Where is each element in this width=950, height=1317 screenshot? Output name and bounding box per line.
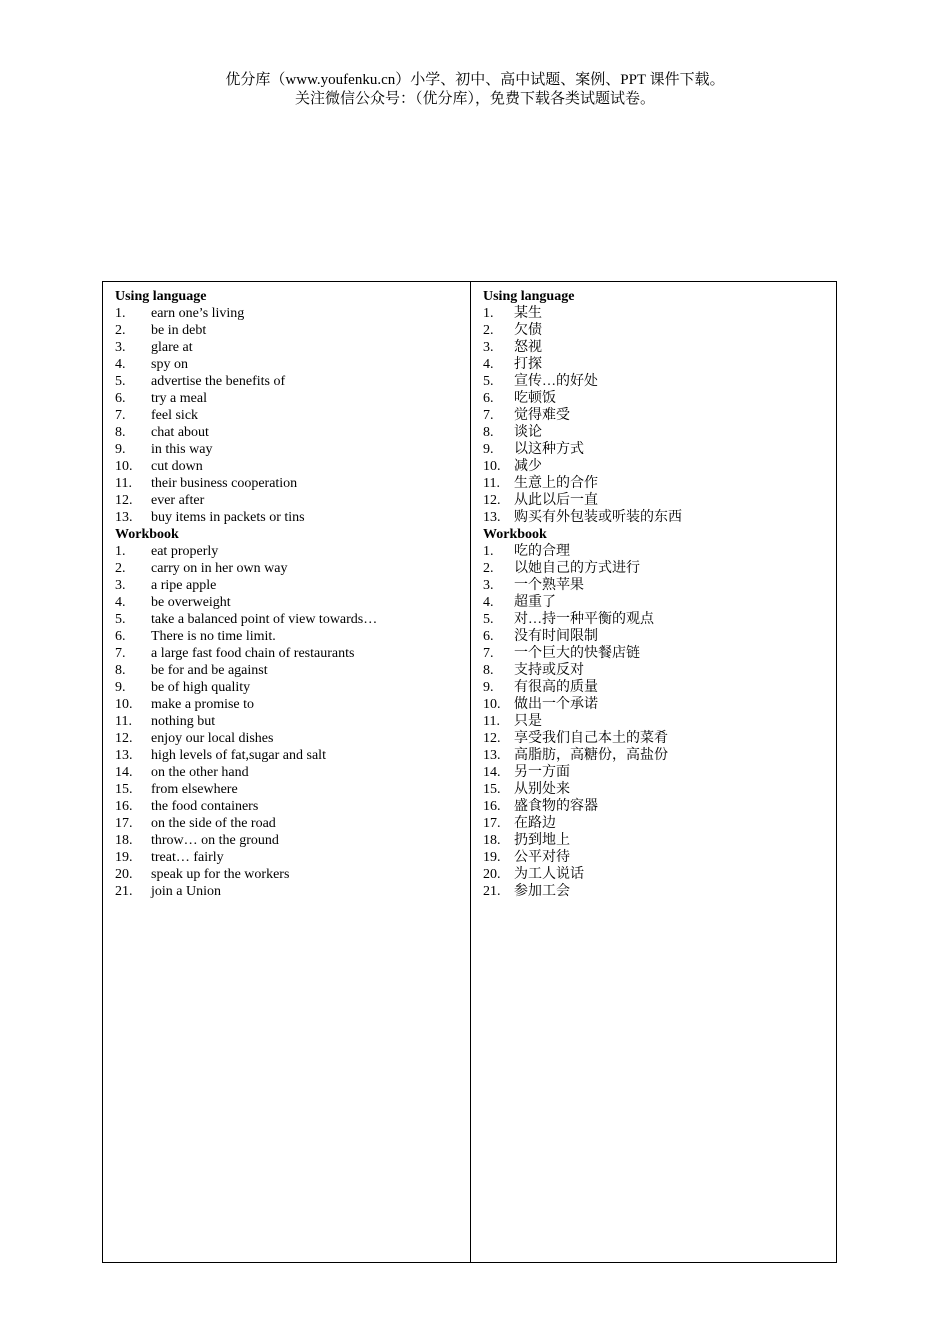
- item-text: 吃顿饭: [514, 391, 556, 406]
- item-text: buy items in packets or tins: [151, 510, 305, 525]
- item-number: 10.: [115, 697, 133, 712]
- item-text: carry on in her own way: [151, 561, 288, 576]
- item-number: 6.: [115, 391, 126, 406]
- item-number: 2.: [483, 323, 494, 338]
- list-item: [115, 458, 470, 475]
- item-text: on the other hand: [151, 765, 249, 780]
- item-text: their business cooperation: [151, 476, 298, 491]
- list-item: [115, 339, 470, 356]
- list-item: [115, 696, 470, 713]
- list-item: [483, 849, 836, 866]
- list-item: [115, 730, 470, 747]
- item-text: 盛食物的容器: [514, 799, 598, 814]
- item-text: 怒视: [514, 340, 542, 355]
- item-number: 16.: [483, 799, 501, 814]
- item-number: 17.: [115, 816, 133, 831]
- list-item: [483, 322, 836, 339]
- item-number: 2.: [115, 561, 126, 576]
- item-number: 19.: [483, 850, 501, 865]
- item-text: 宣传…的好处: [514, 374, 598, 389]
- item-number: 13.: [115, 510, 133, 525]
- item-number: 1.: [115, 306, 126, 321]
- item-number: 9.: [115, 442, 126, 457]
- item-text: on the side of the road: [151, 816, 276, 831]
- item-number: 1.: [483, 544, 494, 559]
- item-number: 7.: [115, 408, 126, 423]
- list-item: [483, 815, 836, 832]
- list-item: [483, 475, 836, 492]
- item-text: 觉得难受: [514, 408, 570, 423]
- list-item: [115, 764, 470, 781]
- item-number: 4.: [115, 595, 126, 610]
- item-text: speak up for the workers: [151, 867, 290, 882]
- chinese-using-language-list: [483, 305, 836, 526]
- list-item: [483, 509, 836, 526]
- section-title-workbook: Workbook: [115, 527, 179, 542]
- list-item: [483, 713, 836, 730]
- chinese-workbook-list: [483, 543, 836, 900]
- list-item: [115, 679, 470, 696]
- item-text: 超重了: [514, 595, 556, 610]
- item-number: 20.: [483, 867, 501, 882]
- item-number: 19.: [115, 850, 133, 865]
- item-number: 12.: [115, 731, 133, 746]
- item-text: 生意上的合作: [514, 476, 598, 491]
- item-number: 6.: [483, 629, 494, 644]
- item-number: 10.: [483, 697, 501, 712]
- list-item: [483, 730, 836, 747]
- item-number: 5.: [115, 374, 126, 389]
- list-item: [115, 798, 470, 815]
- item-number: 1.: [483, 306, 494, 321]
- item-number: 11.: [483, 714, 500, 729]
- list-item: [115, 713, 470, 730]
- list-item: [115, 594, 470, 611]
- item-number: 3.: [483, 578, 494, 593]
- item-number: 7.: [483, 646, 494, 661]
- item-text: 吃的合理: [514, 544, 570, 559]
- item-text: 公平对待: [514, 850, 570, 865]
- list-item: [483, 390, 836, 407]
- list-item: [115, 475, 470, 492]
- list-item: [115, 883, 470, 900]
- item-number: 20.: [115, 867, 133, 882]
- list-item: [115, 628, 470, 645]
- item-number: 13.: [483, 510, 501, 525]
- list-item: [483, 492, 836, 509]
- list-item: [483, 645, 836, 662]
- list-item: [115, 645, 470, 662]
- list-item: [483, 611, 836, 628]
- item-text: 另一方面: [514, 765, 570, 780]
- list-item: [483, 543, 836, 560]
- list-item: [483, 798, 836, 815]
- item-text: 对…持一种平衡的观点: [514, 612, 654, 627]
- list-item: [115, 322, 470, 339]
- item-text: 扔到地上: [514, 833, 570, 848]
- item-text: nothing but: [151, 714, 216, 729]
- page-header: [0, 71, 950, 109]
- item-number: 8.: [115, 663, 126, 678]
- list-item: [115, 781, 470, 798]
- item-text: 没有时间限制: [514, 629, 598, 644]
- item-number: 5.: [115, 612, 126, 627]
- item-number: 6.: [483, 391, 494, 406]
- item-text: There is no time limit.: [151, 629, 276, 644]
- item-text: 从此以后一直: [514, 493, 598, 508]
- item-text: feel sick: [151, 408, 199, 423]
- list-item: [115, 577, 470, 594]
- item-text: 打探: [514, 357, 542, 372]
- list-item: [115, 611, 470, 628]
- list-item: [483, 339, 836, 356]
- list-item: [115, 305, 470, 322]
- item-text: 做出一个承诺: [514, 697, 598, 712]
- item-number: 9.: [483, 442, 494, 457]
- header-line-2: 关注微信公众号：（优分库），免费下载各类试题试卷。: [294, 91, 655, 107]
- item-number: 4.: [483, 595, 494, 610]
- item-text: 购买有外包装或听装的东西: [514, 510, 682, 525]
- item-number: 21.: [115, 884, 133, 899]
- item-text: 只是: [514, 714, 542, 729]
- list-item: [115, 747, 470, 764]
- item-number: 6.: [115, 629, 126, 644]
- item-text: high levels of fat,sugar and salt: [151, 748, 326, 763]
- item-text: 一个巨大的快餐店链: [514, 646, 640, 661]
- list-item: [483, 883, 836, 900]
- item-number: 10.: [483, 459, 501, 474]
- list-item: [115, 509, 470, 526]
- item-number: 12.: [115, 493, 133, 508]
- list-item: [115, 543, 470, 560]
- list-item: [115, 849, 470, 866]
- item-text: eat properly: [151, 544, 219, 559]
- item-number: 4.: [483, 357, 494, 372]
- list-item: [483, 407, 836, 424]
- item-number: 5.: [483, 612, 494, 627]
- list-item: [483, 577, 836, 594]
- english-using-language-list: [115, 305, 470, 526]
- item-text: 参加工会: [514, 884, 570, 899]
- item-text: make a promise to: [151, 697, 255, 712]
- list-item: [115, 560, 470, 577]
- item-text: be in debt: [151, 323, 207, 338]
- list-item: [115, 662, 470, 679]
- list-item: [115, 832, 470, 849]
- list-item: [115, 815, 470, 832]
- list-item: [483, 832, 836, 849]
- item-text: from elsewhere: [151, 782, 238, 797]
- item-number: 17.: [483, 816, 501, 831]
- item-number: 21.: [483, 884, 501, 899]
- item-text: advertise the benefits of: [151, 374, 286, 389]
- list-item: [115, 356, 470, 373]
- item-text: take a balanced point of view towards…: [151, 612, 378, 627]
- list-item: [483, 662, 836, 679]
- item-number: 8.: [115, 425, 126, 440]
- item-text: 享受我们自己本土的菜肴: [514, 731, 668, 746]
- list-item: [115, 424, 470, 441]
- list-item: [483, 781, 836, 798]
- item-number: 13.: [115, 748, 133, 763]
- item-number: 1.: [115, 544, 126, 559]
- item-text: a ripe apple: [151, 578, 217, 593]
- list-item: [115, 390, 470, 407]
- item-number: 7.: [483, 408, 494, 423]
- item-text: in this way: [151, 442, 213, 457]
- item-number: 2.: [115, 323, 126, 338]
- list-item: [483, 628, 836, 645]
- item-number: 12.: [483, 493, 501, 508]
- item-text: a large fast food chain of restaurants: [151, 646, 355, 661]
- item-text: ever after: [151, 493, 205, 508]
- item-text: try a meal: [151, 391, 207, 406]
- list-item: [483, 305, 836, 322]
- item-text: 高脂肪，高糖份，高盐份: [514, 748, 668, 763]
- item-number: 13.: [483, 748, 501, 763]
- item-text: 支持或反对: [514, 663, 584, 678]
- item-text: be of high quality: [151, 680, 251, 695]
- item-number: 12.: [483, 731, 501, 746]
- item-text: 一个熟苹果: [514, 578, 584, 593]
- section-title-workbook: Workbook: [483, 527, 547, 542]
- item-number: 18.: [483, 833, 501, 848]
- item-number: 15.: [483, 782, 501, 797]
- item-number: 14.: [483, 765, 501, 780]
- list-item: [483, 458, 836, 475]
- list-item: [115, 373, 470, 390]
- list-item: [115, 407, 470, 424]
- item-number: 16.: [115, 799, 133, 814]
- vocabulary-table: [102, 281, 837, 1263]
- item-text: throw… on the ground: [151, 833, 279, 848]
- item-number: 18.: [115, 833, 133, 848]
- item-text: 以这种方式: [514, 442, 584, 457]
- item-number: 10.: [115, 459, 133, 474]
- item-text: treat… fairly: [151, 850, 224, 865]
- item-number: 7.: [115, 646, 126, 661]
- item-number: 9.: [115, 680, 126, 695]
- item-text: earn one’s living: [151, 306, 245, 321]
- section-title-using-language: Using language: [483, 289, 575, 304]
- list-item: [483, 356, 836, 373]
- section-title-using-language: Using language: [115, 289, 207, 304]
- list-item: [483, 679, 836, 696]
- item-number: 11.: [115, 476, 132, 491]
- item-number: 5.: [483, 374, 494, 389]
- list-item: [115, 866, 470, 883]
- item-text: 以她自己的方式进行: [514, 561, 640, 576]
- item-number: 4.: [115, 357, 126, 372]
- list-item: [483, 441, 836, 458]
- item-text: enjoy our local dishes: [151, 731, 274, 746]
- item-number: 3.: [115, 340, 126, 355]
- english-column: [103, 282, 471, 1262]
- item-text: be for and be against: [151, 663, 268, 678]
- list-item: [483, 373, 836, 390]
- list-item: [483, 764, 836, 781]
- item-text: join a Union: [151, 884, 221, 899]
- item-text: 谈论: [514, 425, 542, 440]
- header-line-1: 优分库（www.youfenku.cn）小学、初中、高中试题、案例、PPT 课件下载。: [225, 72, 725, 88]
- item-number: 3.: [115, 578, 126, 593]
- item-number: 14.: [115, 765, 133, 780]
- list-item: [483, 747, 836, 764]
- list-item: [483, 594, 836, 611]
- item-text: 欠债: [514, 323, 542, 338]
- item-text: cut down: [151, 459, 203, 474]
- list-item: [483, 560, 836, 577]
- item-text: 为工人说话: [514, 867, 584, 882]
- item-text: 某生: [514, 306, 542, 321]
- item-text: glare at: [151, 340, 193, 355]
- list-item: [115, 492, 470, 509]
- list-item: [115, 441, 470, 458]
- item-text: be overweight: [151, 595, 231, 610]
- item-text: 从别处来: [514, 782, 570, 797]
- chinese-column: [471, 282, 836, 1262]
- item-text: 在路边: [514, 816, 556, 831]
- item-number: 3.: [483, 340, 494, 355]
- item-number: 9.: [483, 680, 494, 695]
- item-text: chat about: [151, 425, 209, 440]
- item-number: 2.: [483, 561, 494, 576]
- list-item: [483, 424, 836, 441]
- list-item: [483, 696, 836, 713]
- item-number: 11.: [483, 476, 500, 491]
- list-item: [483, 866, 836, 883]
- item-text: 有很高的质量: [514, 680, 598, 695]
- item-text: the food containers: [151, 799, 259, 814]
- item-number: 8.: [483, 425, 494, 440]
- item-number: 11.: [115, 714, 132, 729]
- item-number: 15.: [115, 782, 133, 797]
- item-number: 8.: [483, 663, 494, 678]
- english-workbook-list: [115, 543, 470, 900]
- item-text: spy on: [151, 357, 188, 372]
- item-text: 减少: [514, 459, 542, 474]
